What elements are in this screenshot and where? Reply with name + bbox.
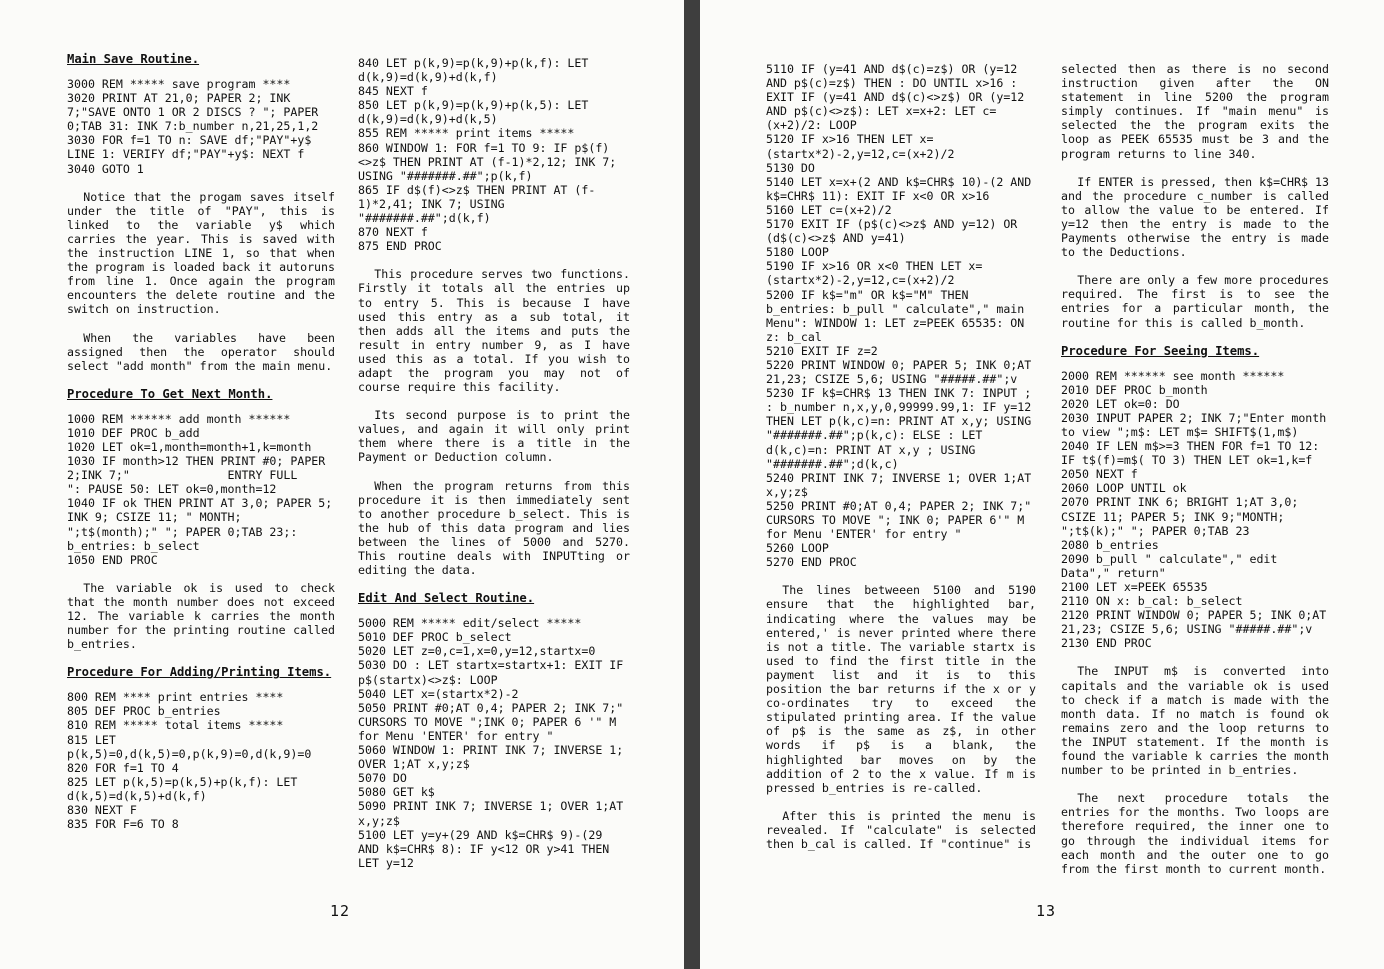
right-column-1	[766, 62, 1036, 865]
code-edit-select: 5000 REM ***** edit/select ***** 5010 DEF PROC b_select 5020 LET z=0,c=1,x=0,y=12,startx=0 5030 DO : LET startx=startx+1: EXIT IF p$(startx)<>z$: LOOP 5040 LET x=(startx*2)-2 5050 PRINT #0;AT 0,4; PAPER 2; INK 7;" CURSORS TO MOVE ";INK 0; PAPER 6 '" M for Menu 'ENTER' for entry " 5060 WINDOW 1: PRINT INK 7; INVERSE 1; OVER 1;AT x,y;z$ 5070 DO 5080 GET k$ 5090 PRINT INK 7; INVERSE 1; OVER 1;AT x,y;z$ 5100 LET y=y+(29 AND k$=CHR$ 9)-(29 AND k$=CHR$ 8): IF y<12 OR y>41 THEN LET y=12	[358, 616, 624, 870]
code-see-month: 2000 REM ****** see month ****** 2010 DEF PROC b_month 2020 LET ok=0: DO 2030 INPUT PAPER 2; INK 7;"Enter month to view ";m$: LET m$= SHIFT$(1,m$) 2040 IF LEN m$>=3 THEN FOR f=1 TO 12: IF t$(f)=m$( TO 3) THEN LET ok=1,k=f 2050 NEXT f 2060 LOOP UNTIL ok 2070 PRINT INK 6; BRIGHT 1;AT 3,0; CSIZE 11; PAPER 5; INK 9;"MONTH; ";t$(k);" "; PAPER 0;TAB 23 2080 b_entries 2090 b_pull " calculate"," edit Data"," return" 2100 LET x=PEEK 65535 2110 ON x: b_cal: b_select 2120 PRINT WINDOW 0; PAPER 5; INK 0;AT 21,23; CSIZE 5,6; USING "#####.##";v 2130 END PROC	[1061, 368, 1327, 651]
code-print-items: 840 LET p(k,9)=p(k,9)+p(k,f): LET d(k,9)=d(k,9)+d(k,f) 845 NEXT f 850 LET p(k,9)=p(k,9)+p(k,5): LET d(k,9)=d(k,9)+d(k,5) 855 REM ***** print items ***** 860 WINDOW 1: FOR f=1 TO 9: IF p$(f)<>z$ THEN PRINT AT (f-1)*2,12; INK 7; USING "#######.##";p(k,f) 865 IF d$(f)<>z$ THEN PRINT AT (f-1)*2,41; INK 7; USING "#######.##";d(k,f) 870 NEXT f 875 END PROC	[358, 56, 617, 254]
left-column-1	[67, 52, 335, 845]
paragraph: The INPUT m$ is converted into capitals and the variable ok is used to check if a match is made with the month data. If no match is found ok remains zero and the loop returns to the INPUT statement. If the month is found the variable k carries the month number to be printed in b_entries.	[1061, 664, 1329, 778]
heading-main-save-routine: Main Save Routine.	[67, 52, 200, 66]
paragraph: After this is printed the menu is revealed. If "calculate" is selected then b_cal is called. If "continue" is	[766, 808, 1036, 851]
paragraph: Its second purpose is to print the values, and again it will only print them where there is a title in the Payment or Deduction column.	[358, 408, 630, 465]
paragraph: The next procedure totals the entries for the months. Two loops are therefore required, the inner one to go through the individual items for each month and the outer one to go from the first month to current month.	[1061, 791, 1329, 876]
heading-adding-printing-items: Procedure For Adding/Printing Items.	[67, 665, 332, 680]
paragraph: The variable ok is used to check that the month number does not exceed 12. The variable k carries the month number for the printing routine called b_entries.	[67, 580, 335, 652]
code-save-program: 3000 REM ***** save program **** 3020 PRINT AT 21,0; PAPER 2; INK 7;"SAVE ONTO 1 OR 2 DISCS ? "; PAPER 0;TAB 31: INK 7:b_number n,21,25,1,2 3030 FOR f=1 TO n: SAVE df;"PAY"+y$ LINE 1: VERIFY df;"PAY"+y$: NEXT f 3040 GOTO 1	[67, 77, 319, 176]
code-add-month: 1000 REM ****** add month ****** 1010 DEF PROC b_add 1020 LET ok=1,month=month+1,k=month 1030 IF month>12 THEN PRINT #0; PAPER 2;INK 7;" ENTRY FULL ": PAUSE 50: LET ok=0,month=12 1040 IF ok THEN PRINT AT 3,0; PAPER 5; INK 9; CSIZE 11; " MONTH; ";t$(month);" "; PAPER 0;TAB 23;: b_entries: b_select 1050 END PROC	[67, 411, 333, 567]
paragraph: The lines betweeen 5100 and 5190 ensure that the highlighted bar, indicating where the values may be entered,' is never printed where there is not a title. The variable startx is used to find the first title in the payment list and it is to this position the bar returns if the x or y co-ordinates try to exceed the stipulated printing area. If the value of p$ is the same as z$, in other words if p$ is a blank, the highlighted bar moves on by the addition of 2 to the x value. If m is pressed b_entries is re-called.	[766, 583, 1036, 795]
heading-get-next-month: Procedure To Get Next Month.	[67, 386, 273, 401]
heading-seeing-items: Procedure For Seeing Items.	[1061, 343, 1260, 358]
paragraph: selected then as there is no second instruction given after the ON statement in line 5200 the program simply continues. If "main menu" is selected the the program exits the loop as PEEK 65535 must be 3 and the program returns to line 340.	[1061, 62, 1329, 161]
paragraph: When the program returns from this procedure it is then immediately sent to another procedure b_select. This is the hub of this data program and lies between the lines of 5000 and 5270. This routine deals with INPUTting or editing the data.	[358, 478, 630, 578]
paragraph: There are only a few more procedures required. The first is to see the entries for a particular month, the routine for this is called b_month.	[1061, 273, 1329, 330]
right-page	[700, 0, 1384, 969]
left-page	[0, 0, 684, 969]
paragraph: Notice that the progam saves itself under the title of "PAY", this is linked to the variable y$ which carries the year. This is saved with the instruction LINE 1, so that when the program is loaded back it autoruns from line 1. Once again the program encounters the delete routine and the switch on instruction.	[67, 189, 335, 317]
heading-edit-select-routine: Edit And Select Routine.	[358, 591, 535, 606]
binding-gutter	[684, 0, 700, 969]
paragraph: This procedure serves two functions. Firstly it totals all the entries up to entry 5. This is because I have used this entry as a sub total, it then adds all the items and puts the result in entry number 9, as I have used this as a total. If you wish to adapt the program you may not of course require this facility.	[358, 267, 630, 395]
paragraph: If ENTER is pressed, then k$=CHR$ 13 and the procedure c_number is called to allow the value to be entered. If y=12 then the entry is made to the Payments otherwise the entry is made to the Deductions.	[1061, 174, 1329, 260]
code-select-continued: 5110 IF (y=41 AND d$(c)=z$) OR (y=12 AND p$(c)=z$) THEN : DO UNTIL x>16 : EXIT IF (y=41 AND d$(c)<>z$) OR (y=12 AND p$(c)<>z$): LET x=x+2: LET c=(x+2)/2: LOOP 5120 IF x>16 THEN LET x=(startx*2)-2,y=12,c=(x+2)/2 5130 DO 5140 LET x=x+(2 AND k$=CHR$ 10)-(2 AND k$=CHR$ 11): EXIT IF x<0 OR x>16 5160 LET c=(x+2)/2 5170 EXIT IF (p$(c)<>z$ AND y=12) OR (d$(c)<>z$ AND y=41) 5180 LOOP 5190 IF x>16 OR x<0 THEN LET x=(startx*2)-2,y=12,c=(x+2)/2 5200 IF k$="m" OR k$="M" THEN b_entries: b_pull " calculate"," main Menu": WINDOW 1: LET z=PEEK 65535: ON z: b_cal 5210 EXIT IF z=2 5220 PRINT WINDOW 0; PAPER 5; INK 0;AT 21,23; CSIZE 5,6; USING "#####.##";v 5230 IF k$=CHR$ 13 THEN INK 7: INPUT ; : b_number n,x,y,0,99999.99,1: IF y=12 THEN LET p(k,c)=n: PRINT AT x,y; USING "#######.##";p(k,c): ELSE : LET d(k,c)=n: PRINT AT x,y ; USING "#######.##";d(k,c) 5240 PRINT INK 7; INVERSE 1; OVER 1;AT x,y;z$ 5250 PRINT #0;AT 0,4; PAPER 2; INK 7;" CURSORS TO MOVE "; INK 0; PAPER 6'" M for Menu 'ENTER' for entry " 5260 LOOP 5270 END PROC	[766, 62, 1032, 570]
page-number: 12	[330, 902, 351, 920]
page-number: 13	[1036, 902, 1057, 920]
paragraph: When the variables have been assigned then the operator should select "add month" from the main menu.	[67, 330, 335, 373]
left-column-2	[358, 56, 630, 884]
code-print-entries: 800 REM **** print entries **** 805 DEF PROC b_entries 810 REM ***** total items ***** 815 LET p(k,5)=0,d(k,5)=0,p(k,9)=0,d(k,9)=0 820 FOR f=1 TO 4 825 LET p(k,5)=p(k,5)+p(k,f): LET d(k,5)=d(k,5)+d(k,f) 830 NEXT F 835 FOR F=6 TO 8	[67, 690, 312, 832]
right-column-2	[1061, 62, 1329, 890]
